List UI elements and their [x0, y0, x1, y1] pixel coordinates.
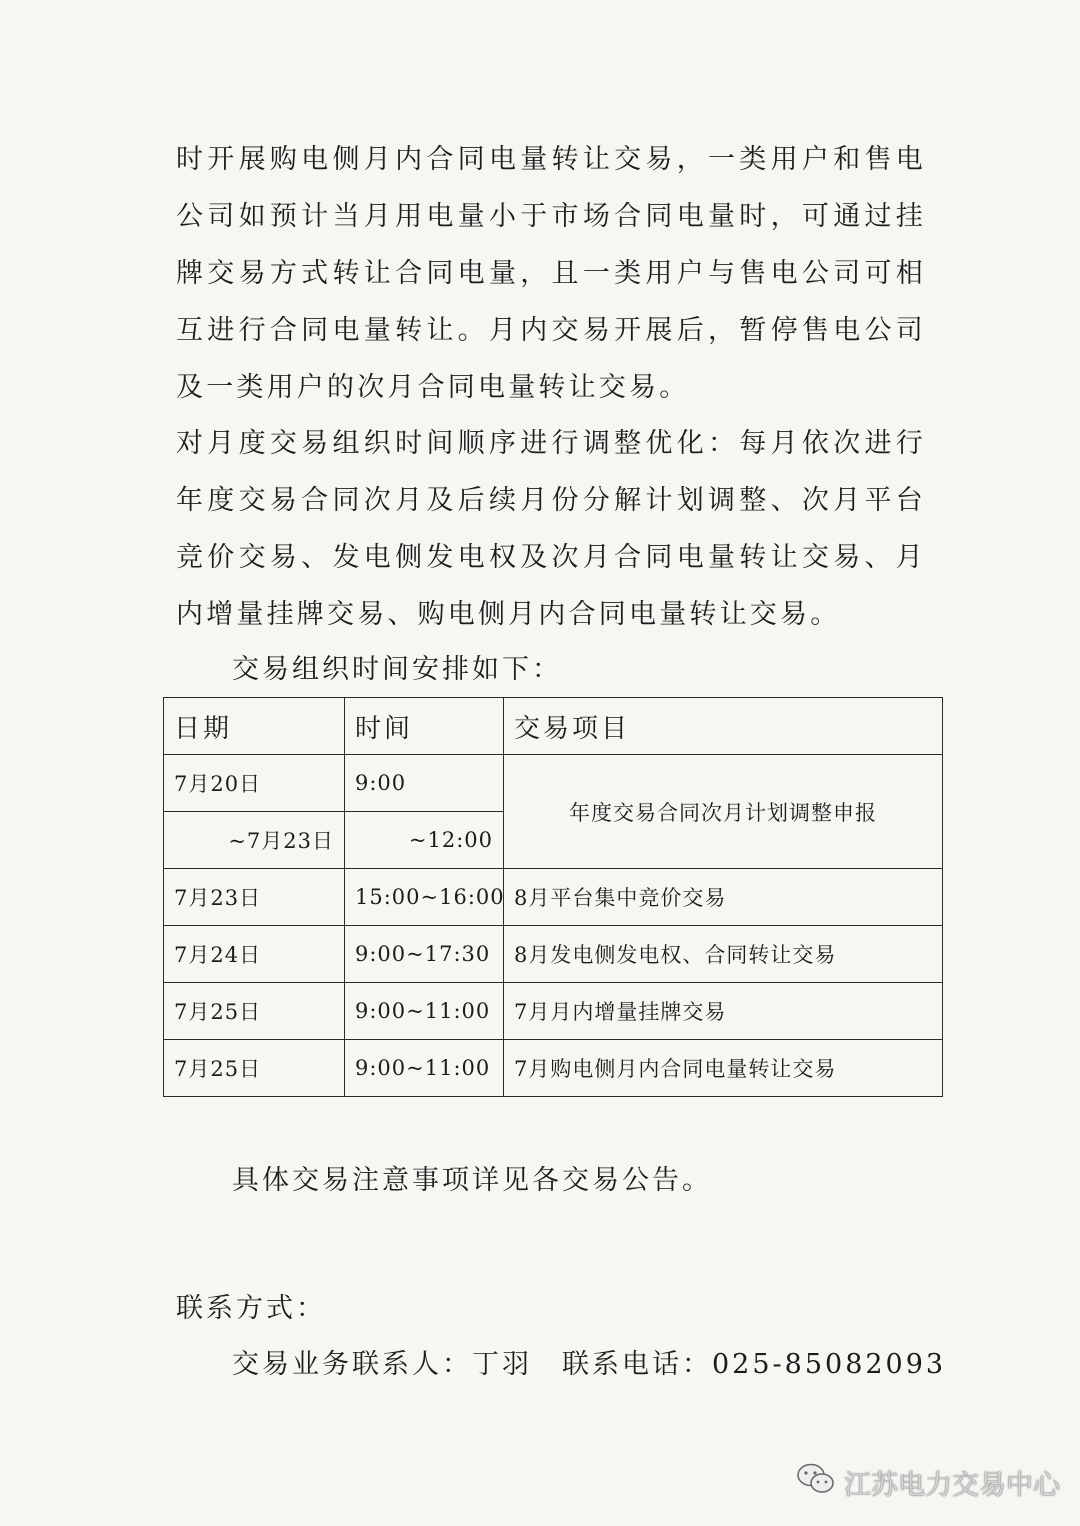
time-cell: 15:00~16:00 [345, 869, 504, 926]
header-date: 日期 [164, 698, 345, 755]
item-cell: 8月发电侧发电权、合同转让交易 [504, 926, 943, 983]
time-cell: 9:00 [345, 755, 504, 812]
contact-person: 交易业务联系人：丁羽 [232, 1349, 532, 1380]
watermark [796, 1462, 1060, 1503]
table-header-row [164, 698, 943, 755]
watermark-text: 江苏电力交易中心 [844, 1470, 1060, 1501]
date-cell: 7月25日 [164, 983, 345, 1040]
table-row [164, 869, 943, 926]
notice-note: 具体交易注意事项详见各交易公告。 [232, 1165, 712, 1196]
wechat-icon [796, 1462, 836, 1503]
date-cell: 7月23日 [164, 869, 345, 926]
date-cell: 7月24日 [164, 926, 345, 983]
table-row [164, 755, 943, 812]
date-cell: 7月20日 [164, 755, 345, 812]
time-cell: 9:00~11:00 [345, 983, 504, 1040]
date-cell: ~7月23日 [164, 812, 345, 869]
date-cell: 7月25日 [164, 1040, 345, 1097]
contact-line [232, 1342, 976, 1381]
time-cell: ~12:00 [345, 812, 504, 869]
header-item: 交易项目 [504, 698, 943, 755]
table-row [164, 1040, 943, 1097]
paragraph-transfer-trading: 时开展购电侧月内合同电量转让交易，一类用户和售电公司如预计当月用电量小于市场合同电量时，可通过挂牌交易方式转让合同电量，且一类用户与售电公司可相互进行合同电量转让。月内交易开展后，暂停售电公司及一类用户的次月合同电量转让交易。 [176, 144, 926, 403]
item-cell: 年度交易合同次月计划调整申报 [504, 755, 943, 869]
schedule-intro: 交易组织时间安排如下： [232, 654, 562, 685]
item-cell: 7月购电侧月内合同电量转让交易 [504, 1040, 943, 1097]
contact-phone: 联系电话：025-85082093 [562, 1349, 947, 1380]
item-cell: 8月平台集中竞价交易 [504, 869, 943, 926]
table-row [164, 983, 943, 1040]
contact-heading: 联系方式： [176, 1293, 326, 1324]
paragraph-schedule-optimization: 对月度交易组织时间顺序进行调整优化：每月依次进行年度交易合同次月及后续月份分解计划调整、次月平台竞价交易、发电侧发电权及次月合同电量转让交易、月内增量挂牌交易、购电侧月内合同电量转让交易。 [176, 428, 926, 630]
schedule-table [163, 697, 943, 1097]
table-row [164, 926, 943, 983]
time-cell: 9:00~17:30 [345, 926, 504, 983]
header-time: 时间 [345, 698, 504, 755]
item-cell: 7月月内增量挂牌交易 [504, 983, 943, 1040]
time-cell: 9:00~11:00 [345, 1040, 504, 1097]
